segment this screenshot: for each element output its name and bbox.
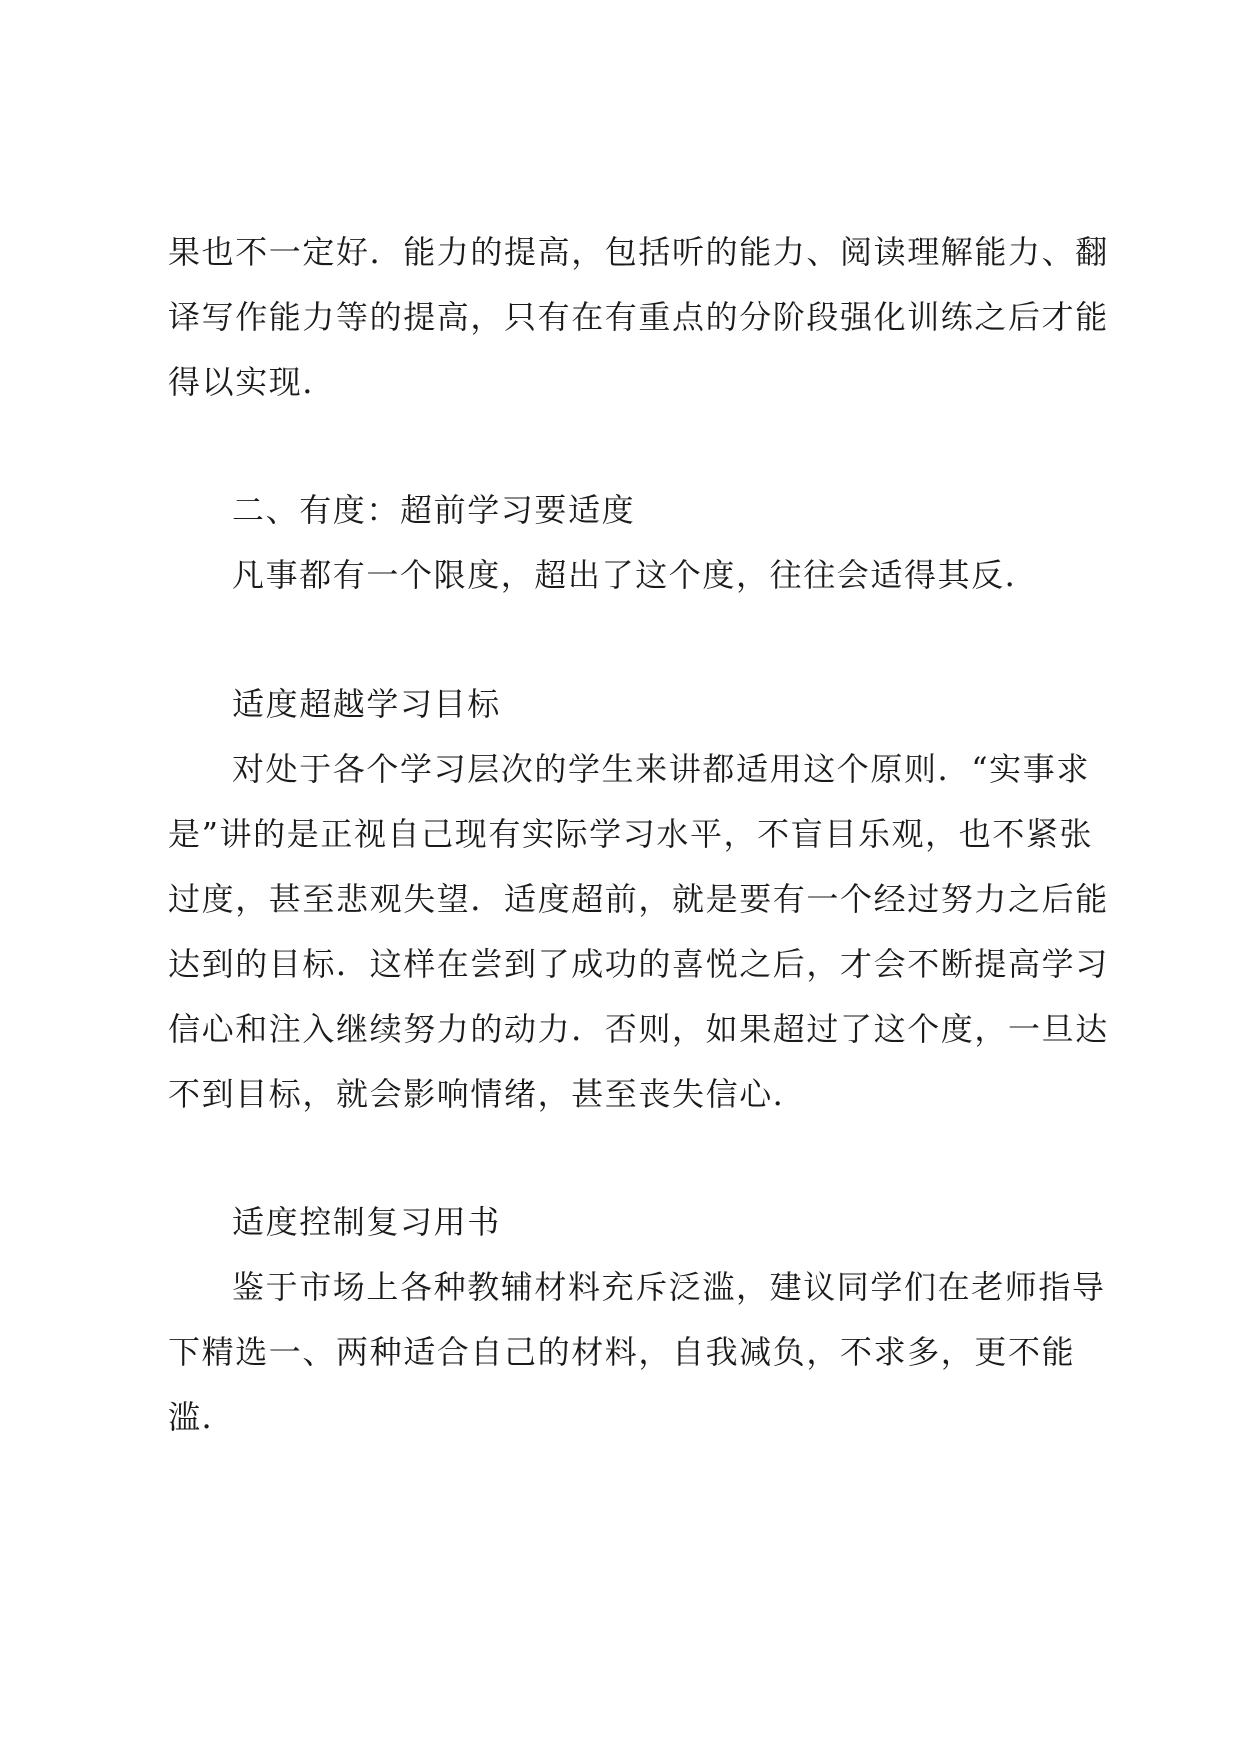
paragraph-line: 达到的目标．这样在尝到了成功的喜悦之后，才会不断提高学习: [168, 945, 1109, 983]
paragraph-line: 凡事都有一个限度，超出了这个度，往往会适得其反．: [232, 556, 1039, 594]
paragraph-line: 果也不一定好．能力的提高，包括听的能力、阅读理解能力、翻: [168, 233, 1109, 271]
section-heading: 二、有度：超前学习要适度: [232, 491, 636, 529]
paragraph-line: 下精选一、两种适合自己的材料，自我减负，不求多，更不能: [168, 1333, 1076, 1371]
subsection-heading: 适度控制复习用书: [232, 1203, 501, 1241]
paragraph-line: 信心和注入继续努力的动力．否则，如果超过了这个度，一旦达: [168, 1010, 1109, 1048]
paragraph-line: 译写作能力等的提高，只有在有重点的分阶段强化训练之后才能: [168, 298, 1109, 336]
paragraph-line: 过度，甚至悲观失望．适度超前，就是要有一个经过努力之后能: [168, 880, 1109, 918]
paragraph-line: 不到目标，就会影响情绪，甚至丧失信心．: [168, 1075, 807, 1113]
paragraph-line: 是”讲的是正视自己现有实际学习水平，不盲目乐观，也不紧张: [168, 815, 1094, 853]
paragraph-line: 滥．: [168, 1398, 236, 1436]
subsection-heading: 适度超越学习目标: [232, 685, 501, 723]
paragraph-line: 鉴于市场上各种教辅材料充斥泛滥，建议同学们在老师指导: [232, 1268, 1106, 1306]
paragraph-line: 得以实现．: [168, 363, 337, 401]
paragraph-line: 对处于各个学习层次的学生来讲都适用这个原则．“实事求: [232, 750, 1090, 788]
